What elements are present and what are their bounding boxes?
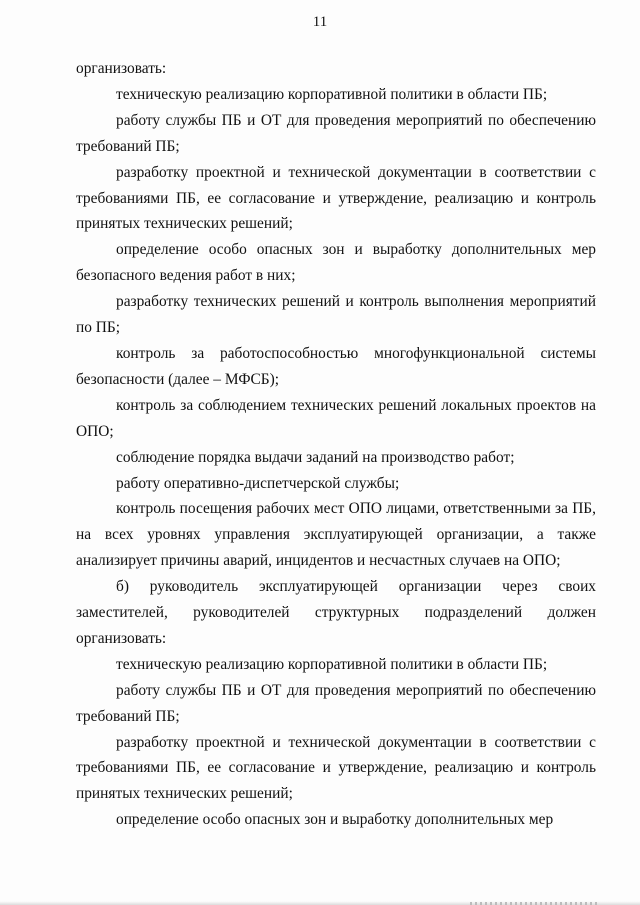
paragraph: определение особо опасных зон и выработку дополнительных мер безопасного ведения работ в них; (76, 241, 596, 285)
paragraph-section-b: б) руководитель эксплуатирующей организации через своих заместителей, руководителей структурных подразделений должен организовать: (76, 578, 596, 647)
page-number: 11 (312, 14, 328, 30)
paragraph: техническую реализацию корпоративной политики в области ПБ; (116, 655, 548, 673)
paragraph: работу службы ПБ и ОТ для проведения мероприятий по обеспечению требований ПБ; (76, 111, 596, 155)
paragraph: техническую реализацию корпоративной политики в области ПБ; (116, 85, 548, 103)
paragraph-continued: определение особо опасных зон и выработку дополнительных мер (116, 811, 554, 829)
paragraph: контроль за работоспособностью многофункциональной системы безопасности (далее – МФСБ); (76, 344, 596, 388)
paragraph: соблюдение порядка выдачи заданий на производство работ; (116, 448, 515, 466)
paragraph: разработку проектной и технической документации в соответствии с требованиями ПБ, ее согласование и утверждение, реализацию и контроль принятых технических решений; (76, 163, 596, 233)
paragraph: работу службы ПБ и ОТ для проведения мероприятий по обеспечению требований ПБ; (76, 681, 596, 725)
paragraph: контроль посещения рабочих мест ОПО лицами, ответственными за ПБ, на всех уровнях управления эксплуатирующей организации, а также анализирует причины аварий, инцидентов и несчастных случаев на ОПО; (76, 500, 596, 570)
paragraph-intro: организовать: (76, 60, 167, 77)
paragraph: контроль за соблюдением технических решений локальных проектов на ОПО; (76, 396, 596, 440)
paragraph: разработку технических решений и контроль выполнения мероприятий по ПБ; (76, 293, 596, 337)
paragraph: разработку проектной и технической документации в соответствии с требованиями ПБ, ее согласование и утверждение, реализацию и контроль принятых технических решений; (76, 733, 596, 803)
paragraph: работу оперативно-диспетчерской службы; (116, 474, 400, 492)
document-body (76, 56, 596, 833)
